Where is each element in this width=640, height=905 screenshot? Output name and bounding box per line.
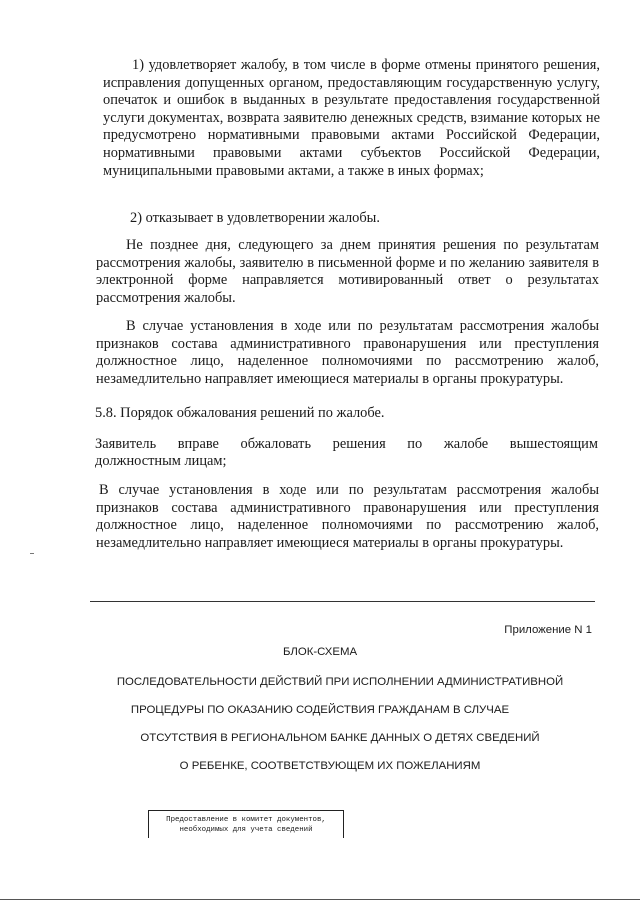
section-divider xyxy=(90,601,595,602)
paragraph-response-deadline: Не позднее дня, следующего за днем принятия решения по результатам рассмотрения жалобы, заявителю в письменной форме и по желанию заявителя в электронной форме направляется мотивированный ответ о результатах рассмотрения жалобы. xyxy=(96,237,599,306)
flowchart-box-documents xyxy=(148,810,344,838)
appendix-title-line: О РЕБЕНКЕ, СООТВЕТСТВУЮЩЕМ ИХ ПОЖЕЛАНИЯМ xyxy=(179,760,481,772)
appendix-title-line: БЛОК-СХЕМА xyxy=(282,646,358,658)
flowchart-box-line: Предоставление в комитет документов, xyxy=(166,816,326,824)
paragraph-decision-satisfy: 1) удовлетворяет жалобу, в том числе в форме отмены принятого решения, исправления допущенных органом, предоставляющим государственную услугу, опечаток и ошибок в выданных в результате предоставления государственной услуги документах, возврата заявителю денежных средств, взимание которых не предусмотрено нормативными правовыми актами Российской Федерации, нормативными правовыми актами субъектов Российской Федерации, муниципальными правовыми актами, а также в иных формах; xyxy=(103,57,600,179)
paragraph-appeal-right-cont: должностным лицам; xyxy=(95,453,227,469)
appendix-title-line: ПРОЦЕДУРЫ ПО ОКАЗАНИЮ СОДЕЙСТВИЯ ГРАЖДАНАМ В СЛУЧАЕ xyxy=(130,704,510,716)
appendix-label: Приложение N 1 xyxy=(504,624,592,636)
paragraph-prosecution-referral-repeat: В случае установления в ходе или по результатам рассмотрения жалобы признаков состава административного правонарушения или преступления должностное лицо, наделенное полномочиями по рассмотрению жалоб, незамедлительно направляет имеющиеся материалы в органы прокуратуры. xyxy=(96,482,599,551)
paragraph-appeal-right: Заявитель вправе обжаловать решения по жалобе вышестоящим xyxy=(95,436,598,452)
page-bottom-edge xyxy=(0,899,640,900)
paragraph-decision-refuse: 2) отказывает в удовлетворении жалобы. xyxy=(130,210,380,226)
flowchart-box-line: необходимых для учета сведений xyxy=(179,826,313,834)
appendix-title-line: ПОСЛЕДОВАТЕЛЬНОСТИ ДЕЙСТВИЙ ПРИ ИСПОЛНЕНИИ АДМИНИСТРАТИВНОЙ xyxy=(116,676,564,688)
scan-mark xyxy=(30,553,34,554)
paragraph-prosecution-referral: В случае установления в ходе или по результатам рассмотрения жалобы признаков состава административного правонарушения или преступления должностное лицо, наделенное полномочиями по рассмотрению жалоб, незамедлительно направляет имеющиеся материалы в органы прокуратуры. xyxy=(96,318,599,387)
appendix-title-line: ОТСУТСТВИЯ В РЕГИОНАЛЬНОМ БАНКЕ ДАННЫХ О ДЕТЯХ СВЕДЕНИЙ xyxy=(140,732,540,744)
section-heading-5-8: 5.8. Порядок обжалования решений по жалобе. xyxy=(95,405,385,421)
